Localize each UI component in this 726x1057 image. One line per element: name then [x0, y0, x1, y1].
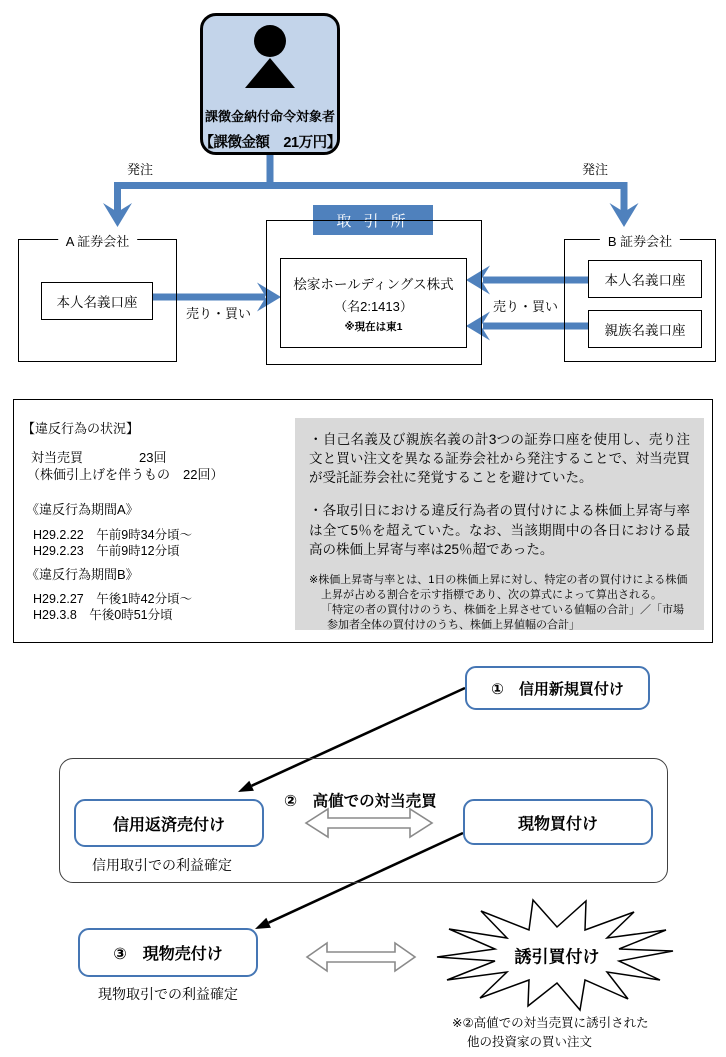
exchange-header: 取 引 所	[313, 205, 433, 235]
note-paragraph-2: ・各取引日における違反行為者の買付けによる株価上昇寄与率は全て5％を超えていた。なお、当該期間中の各日における最高の株価上昇寄与率は25％超であった。	[309, 503, 690, 557]
flow-caption-cash-profit: 現物取引での利益確定	[98, 986, 238, 1002]
flow-caption-margin-profit: 信用取引での利益確定	[92, 857, 232, 873]
matched-trades-label: 対当売買	[31, 450, 84, 465]
firm-a-label: A 証券会社	[58, 231, 138, 250]
person-icon	[237, 24, 303, 102]
stock-code: （名2:1413）	[334, 298, 413, 314]
violation-title: 【違反行為の状況】	[22, 421, 140, 436]
flow-box-margin-repay-sell: 信用返済売付け	[74, 799, 264, 847]
step3-arrowhead	[255, 918, 271, 929]
subject-penalty-amount: 【課徴金額 21万円】	[199, 135, 341, 151]
order-label-right: 発注	[582, 162, 609, 177]
firm-b-label: B 証券会社	[600, 231, 680, 250]
flow-box-3-cash-sell: ③ 現物売付け	[78, 928, 258, 977]
flow-note-line1: ※②高値での対当売買に誘引された	[452, 1016, 649, 1030]
order-connector-stem	[267, 155, 274, 185]
period-b-line2: H29.3.8 午後0時51分頃	[33, 608, 173, 622]
period-b-line1: H29.2.27 午後1時42分頃～	[33, 592, 193, 606]
note-paragraph-1: ・自己名義及び親族名義の計3つの証券口座を使用し、売り注文と買い注文を異なる証券会社から発注することで、対当売買が受託証券会社に発覚することを避けていた。	[309, 432, 690, 486]
note-reference-1: ※株価上昇寄与率とは、1日の株価上昇に対し、特定の者の買付けによる株価上昇が占める割合を示す指標であり、次の算式によって算出される。	[309, 573, 688, 602]
subject-title: 課徴金納付命令対象者	[204, 109, 335, 124]
trade-label-left: 売り・買い	[186, 306, 252, 321]
starburst-label-induced-buy: 誘引買付け	[514, 947, 600, 967]
double-arrow-bottom	[307, 943, 415, 971]
period-a-title: 《違反行為期間A》	[26, 502, 139, 517]
flow-note-line2: 他の投資家の買い注文	[467, 1035, 593, 1049]
order-connector-right-drop	[621, 182, 628, 212]
flow-label-2-matched-trade: ② 高値での対当売買	[284, 793, 437, 810]
trade-label-right: 売り・買い	[493, 299, 559, 314]
stock-name: 桧家ホールディングス株式	[293, 276, 454, 292]
matched-trades-count: 23回	[139, 450, 167, 465]
note-reference-2: 「特定の者の買付けのうち、株価を上昇させている値幅の合計」／「市場参加者全体の買付けのうち、株価上昇値幅の合計」	[321, 604, 684, 632]
order-connector-left-drop	[114, 182, 121, 212]
order-label-left: 発注	[127, 162, 154, 177]
violation-detail-note	[295, 418, 704, 630]
stock-box	[280, 258, 467, 348]
firm-a-own-account-box: 本人名義口座	[41, 282, 153, 320]
subject-box	[200, 13, 340, 155]
firm-b-relative-account-box: 親族名義口座	[588, 310, 702, 348]
period-a-line2: H29.2.23 午前9時12分頃	[33, 544, 180, 558]
firm-b-own-account-box: 本人名義口座	[588, 260, 702, 298]
flow-box-1-margin-new-buy: ① 信用新規買付け	[465, 666, 650, 710]
stock-note: ※現在は東1	[344, 320, 403, 333]
flow-box-cash-buy: 現物買付け	[463, 799, 653, 845]
period-b-title: 《違反行為期間B》	[26, 567, 139, 582]
matched-trades-sub: （株価引上げを伴うもの 22回）	[27, 467, 224, 482]
period-a-line1: H29.2.22 午前9時34分頃～	[33, 528, 193, 542]
order-connector-horizontal	[114, 182, 628, 189]
